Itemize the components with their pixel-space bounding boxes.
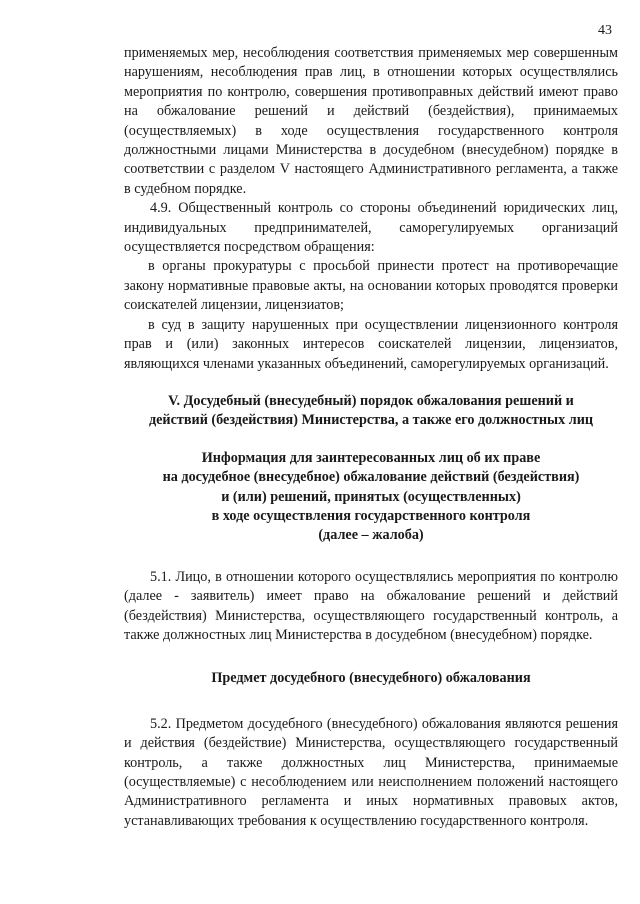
subject-heading: Предмет досудебного (внесудебного) обжалования bbox=[211, 670, 531, 687]
info-heading-line: и (или) решений, принятых (осуществленных) bbox=[221, 488, 521, 505]
info-heading-line: (далее – жалоба) bbox=[318, 527, 424, 544]
paragraph-prosecutor: в органы прокуратуры с просьбой принести протест на противоречащие закону нормативные правовые акты, на основании которых проводятся проверки соискателей лицензии, лицензиатов; bbox=[124, 258, 618, 314]
section-heading bbox=[124, 392, 618, 431]
paragraph-4-9: 4.9. Общественный контроль со стороны объединений юридических лиц, индивидуальных предпринимателей, саморегулируемых организаций осуществляется посредством обращения: bbox=[124, 200, 618, 256]
paragraph-5-2: 5.2. Предметом досудебного (внесудебного) обжалования являются решения и действия (бездействие) Министерства, осуществляющего государственный контроль, а также должностных лиц Министерства, принимаемые (осуществляемые) с несоблюдением или неисполнением положений настоящего Административного регламента и иных нормативных правовых актов, устанавливающих требования к осуществлению государственного контроля. bbox=[124, 715, 618, 829]
document-body bbox=[124, 44, 618, 831]
paragraph-continuation: применяемых мер, несоблюдения соответствия применяемых мер совершенным нарушениям, несоблюдения прав лиц, в отношении которых осуществлялись мероприятия по контролю, совершения противоправных действий имеют право на обжалование решений и действий (бездействия), принимаемых (осуществляемых) в ходе осуществления государственного контроля должностными лицами Министерства в досудебном (внесудебном) порядке в соответствии с разделом V настоящего Административного регламента, а также в судебном порядке. bbox=[124, 45, 618, 197]
info-heading-line: в ходе осуществления государственного контроля bbox=[211, 507, 531, 524]
section-heading-line: действий (бездействия) Министерства, а также его должностных лиц bbox=[148, 412, 594, 429]
info-heading bbox=[124, 449, 618, 546]
section-heading-line: V. Досудебный (внесудебный) порядок обжалования решений и bbox=[168, 392, 574, 409]
paragraph-court: в суд в защиту нарушенных при осуществлении лицензионного контроля прав и (или) законных интересов соискателей лицензии, лицензиатов, являющихся членами указанных объединений, саморегулируемых организаций. bbox=[124, 316, 618, 372]
page-number: 43 bbox=[598, 23, 612, 38]
info-heading-line: на досудебное (внесудебное) обжалование действий (бездействия) bbox=[162, 469, 580, 486]
info-heading-line: Информация для заинтересованных лиц об их праве bbox=[201, 449, 541, 466]
paragraph-5-1: 5.1. Лицо, в отношении которого осуществлялись мероприятия по контролю (далее - заявитель) имеет право на обжалование решений и действий (бездействия) Министерства, осуществляющего государственный контроль, а также должностных лиц Министерства в досудебном (внесудебном) порядке. bbox=[124, 568, 618, 643]
